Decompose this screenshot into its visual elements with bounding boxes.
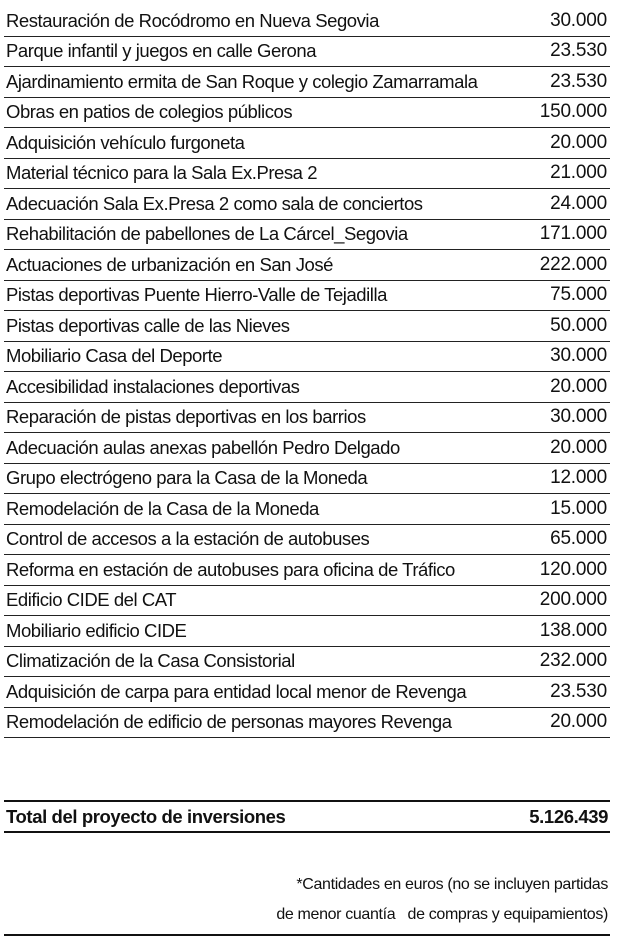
project-amount: 120.000: [539, 558, 607, 580]
project-amount: 12.000: [550, 467, 607, 489]
project-name: Control de accesos a la estación de autobuses: [6, 528, 370, 550]
table-row: [4, 37, 610, 68]
project-amount: 30.000: [550, 406, 607, 428]
table-row: [4, 98, 610, 129]
project-name: Reforma en estación de autobuses para oficina de Tráfico: [6, 558, 455, 580]
table-row: [4, 647, 610, 678]
project-amount: 20.000: [550, 375, 607, 397]
project-name: Remodelación de la Casa de la Moneda: [6, 497, 319, 519]
table-row: [4, 250, 610, 281]
project-name: Reparación de pistas deportivas en los barrios: [6, 406, 366, 428]
project-amount: 138.000: [539, 619, 607, 641]
table-row: [4, 220, 610, 251]
project-amount: 15.000: [550, 497, 607, 519]
project-amount: 75.000: [550, 284, 607, 306]
total-label: Total del proyecto de inversiones: [6, 805, 286, 827]
project-amount: 20.000: [550, 436, 607, 458]
project-amount: 24.000: [550, 192, 607, 214]
footnote-line: *Cantidades en euros (no se incluyen partidas: [296, 876, 608, 893]
table-row: [4, 372, 610, 403]
footnote: [276, 870, 608, 930]
table-row: [4, 6, 610, 37]
project-name: Adecuación aulas anexas pabellón Pedro Delgado: [6, 436, 400, 458]
project-amount: 171.000: [539, 223, 607, 245]
table-row: [4, 67, 610, 98]
table-row: [4, 616, 610, 647]
table-row: [4, 159, 610, 190]
table-row: [4, 525, 610, 556]
total-row: [4, 800, 610, 833]
project-name: Climatización de la Casa Consistorial: [6, 650, 295, 672]
table-row: [4, 128, 610, 159]
project-name: Mobiliario Casa del Deporte: [6, 345, 223, 367]
project-amount: 21.000: [550, 162, 607, 184]
project-amount: 30.000: [550, 345, 607, 367]
project-name: Grupo electrógeno para la Casa de la Moneda: [6, 467, 368, 489]
project-amount: 23.530: [550, 680, 607, 702]
table-row: [4, 403, 610, 434]
project-name: Edificio CIDE del CAT: [6, 589, 177, 611]
project-amount: 50.000: [550, 314, 607, 336]
project-name: Remodelación de edificio de personas mayores Revenga: [6, 711, 452, 733]
project-name: Obras en patios de colegios públicos: [6, 101, 293, 123]
project-name: Mobiliario edificio CIDE: [6, 619, 187, 641]
table-row: [4, 311, 610, 342]
project-amount: 20.000: [550, 131, 607, 153]
project-name: Rehabilitación de pabellones de La Cárcel_Segovia: [6, 223, 408, 245]
project-amount: 200.000: [539, 589, 607, 611]
project-name: Pistas deportivas Puente Hierro-Valle de Tejadilla: [6, 284, 387, 306]
table-row: [4, 494, 610, 525]
table-row: [4, 342, 610, 373]
investments-table: [4, 6, 610, 738]
project-amount: 23.530: [550, 40, 607, 62]
project-amount: 222.000: [539, 253, 607, 275]
project-name: Adquisición vehículo furgoneta: [6, 131, 245, 153]
project-name: Adecuación Sala Ex.Presa 2 como sala de conciertos: [6, 192, 423, 214]
project-amount: 30.000: [550, 9, 607, 31]
project-amount: 20.000: [550, 711, 607, 733]
project-name: Actuaciones de urbanización en San José: [6, 253, 333, 275]
project-amount: 65.000: [550, 528, 607, 550]
table-row: [4, 464, 610, 495]
project-amount: 232.000: [539, 650, 607, 672]
table-row: [4, 708, 610, 739]
project-name: Parque infantil y juegos en calle Gerona: [6, 40, 317, 62]
project-amount: 23.530: [550, 70, 607, 92]
project-name: Ajardinamiento ermita de San Roque y colegio Zamarramala: [6, 70, 478, 92]
project-name: Restauración de Rocódromo en Nueva Segovia: [6, 9, 379, 31]
project-amount: 150.000: [539, 101, 607, 123]
table-row: [4, 281, 610, 312]
project-name: Material técnico para la Sala Ex.Presa 2: [6, 162, 318, 184]
project-name: Accesibilidad instalaciones deportivas: [6, 375, 300, 397]
total-amount: 5.126.439: [529, 805, 608, 827]
table-row: [4, 586, 610, 617]
table-row: [4, 677, 610, 708]
table-row: [4, 433, 610, 464]
project-name: Pistas deportivas calle de las Nieves: [6, 314, 290, 336]
table-row: [4, 189, 610, 220]
project-name: Adquisición de carpa para entidad local menor de Revenga: [6, 680, 467, 702]
footnote-line: de menor cuantía de compras y equipamientos): [276, 906, 608, 923]
bottom-divider: [4, 934, 610, 936]
table-row: [4, 555, 610, 586]
